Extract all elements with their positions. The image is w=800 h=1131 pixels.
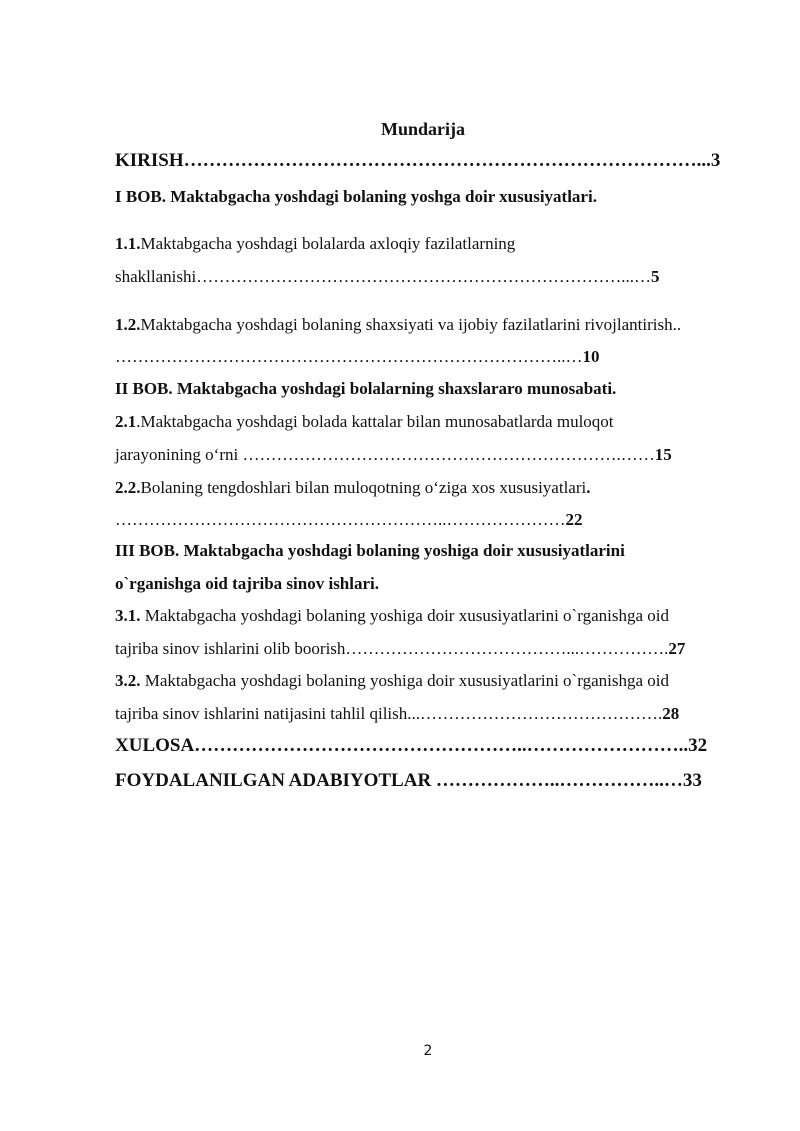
toc-entry-2-1-line1 (115, 411, 614, 433)
toc-entry-1-2-line2 (115, 346, 600, 368)
page-ref: 28 (662, 704, 680, 723)
section-number: 2.1 (115, 412, 137, 431)
section-title-continued: shakllanishi…………………………………………………………………...… (115, 267, 651, 286)
toc-entry-1-2-line1 (115, 314, 681, 336)
section-number: 3.2. (115, 671, 141, 690)
page-ref: 5 (650, 267, 660, 286)
section-title: Maktabgacha yoshdagi bolaning yoshiga doir xususiyatlarini o`rganishga oid (140, 671, 669, 690)
toc-entry-xulosa: XULOSA……………………………………………..……………………..32 (115, 735, 708, 756)
section-number: 1.2. (115, 315, 141, 334)
section-title: Maktabgacha yoshdagi bolaning yoshiga doir xususiyatlarini o`rganishga oid (140, 606, 669, 625)
toc-entry-3-2-line1 (115, 670, 669, 692)
toc-entry-3-1-line1 (115, 605, 669, 627)
toc-entry-2-1-line2 (115, 444, 672, 466)
toc-entry-1-1-line1 (115, 233, 515, 255)
toc-entry-2-2-line2 (115, 509, 583, 531)
section-title-continued: tajriba sinov ishlarini olib boorish…………………………………...……………. (115, 639, 669, 658)
section-title-continued: tajriba sinov ishlarini natijasini tahlil qilish...……………………………………. (115, 704, 663, 723)
page-ref: 15 (654, 445, 672, 464)
section-number: 3.1. (115, 606, 141, 625)
section-number: 1.1. (115, 234, 141, 253)
page-ref: 22 (565, 510, 583, 529)
toc-entry-kirish: KIRISH………………………………………………………………………...3 (115, 150, 721, 171)
page-ref: 10 (582, 347, 600, 366)
toc-entry-adabiyotlar: FOYDALANILGAN ADABIYOTLAR ………………..……………..…33 (115, 770, 702, 791)
section-title-continued: jarayonining o‘rni ………………………………………………………….…… (115, 445, 655, 464)
dot-leader: …………………………………………………..………………… (115, 510, 566, 529)
toc-entry-3-2-line2 (115, 703, 679, 725)
section-title: Maktabgacha yoshdagi bolaning shaxsiyati va ijobiy fazilatlarini rivojlantirish.. (140, 315, 682, 334)
toc-entry-2-2-line1 (115, 477, 590, 499)
toc-chapter-3-line2: o`rganishga oid tajriba sinov ishlari. (115, 574, 380, 593)
section-title: Bolaning tengdoshlari bilan muloqotning o‘ziga xos xususiyatlari (140, 478, 587, 497)
section-title: Maktabgacha yoshdagi bolalarda axloqiy fazilatlarning (140, 234, 516, 253)
page-number: 2 (423, 1043, 433, 1059)
section-title: .Maktabgacha yoshdagi bolada kattalar bilan munosabatlarda muloqot (136, 412, 614, 431)
toc-chapter-3-line1: III BOB. Maktabgacha yoshdagi bolaning yoshiga doir xususiyatlarini (115, 541, 625, 560)
toc-entry-1-1-line2 (115, 266, 659, 288)
toc-entry-3-1-line2 (115, 638, 685, 660)
section-number: 2.2. (115, 478, 141, 497)
section-title-end: . (586, 478, 591, 497)
dot-leader: ……………………………………………………………………..… (115, 347, 583, 366)
page-ref: 27 (668, 639, 686, 658)
toc-chapter-1: I BOB. Maktabgacha yoshdagi bolaning yoshga doir xususiyatlari. (115, 187, 597, 206)
toc-chapter-2: II BOB. Maktabgacha yoshdagi bolalarning shaxslararo munosabati. (115, 379, 617, 398)
page-title: Mundarija (380, 119, 465, 139)
